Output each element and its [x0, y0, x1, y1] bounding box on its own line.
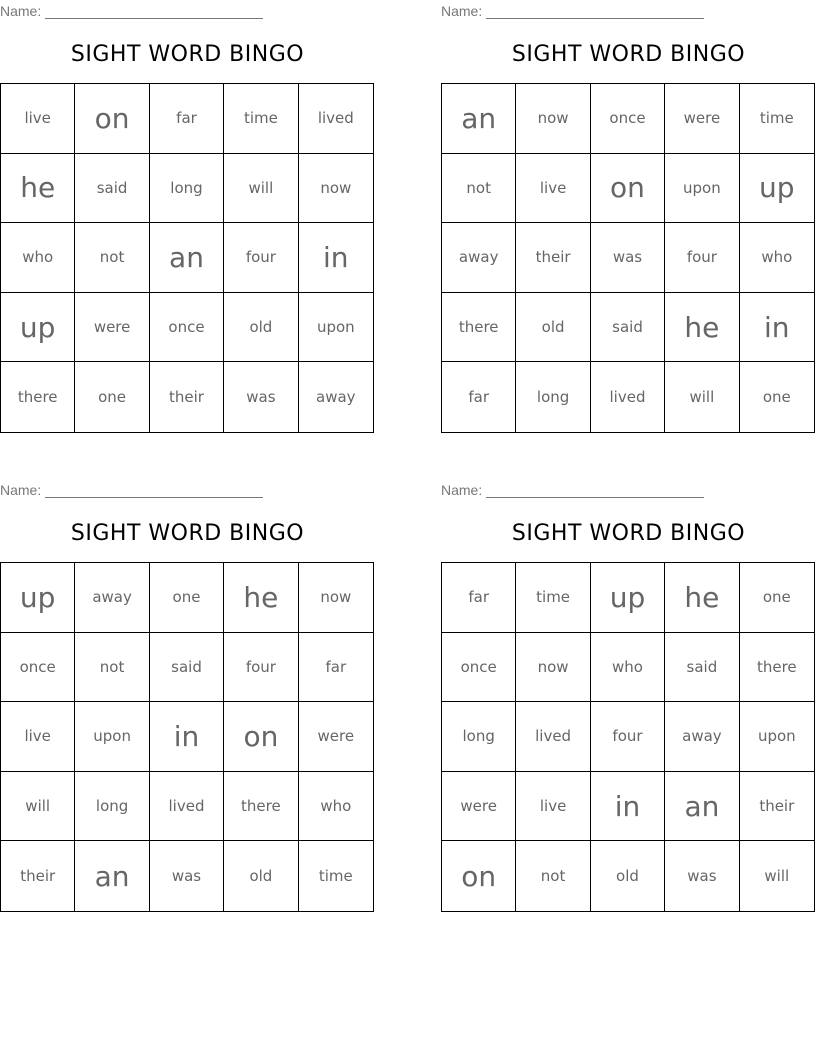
bingo-cell: lived: [591, 362, 665, 432]
bingo-card: [441, 0, 816, 440]
bingo-cell: now: [299, 154, 373, 224]
bingo-cell: up: [740, 154, 814, 224]
card-title: SIGHT WORD BINGO: [70, 42, 305, 67]
bingo-cell: an: [665, 772, 739, 842]
bingo-cell: were: [442, 772, 516, 842]
bingo-cell: once: [442, 633, 516, 703]
name-label: Name:: [0, 3, 42, 19]
bingo-cell: on: [442, 841, 516, 911]
bingo-cell: an: [150, 223, 224, 293]
bingo-cell: there: [442, 293, 516, 363]
bingo-cell: said: [591, 293, 665, 363]
bingo-cell: he: [665, 293, 739, 363]
bingo-cell: their: [516, 223, 590, 293]
bingo-grid: [441, 562, 815, 912]
name-blank-line[interactable]: [45, 5, 263, 19]
name-blank-line[interactable]: [45, 484, 263, 498]
bingo-cell: said: [665, 633, 739, 703]
bingo-cell: was: [591, 223, 665, 293]
bingo-cell: up: [591, 563, 665, 633]
bingo-cell: in: [150, 702, 224, 772]
bingo-cell: said: [75, 154, 149, 224]
bingo-cell: was: [665, 841, 739, 911]
bingo-cell: now: [516, 633, 590, 703]
bingo-cell: was: [224, 362, 298, 432]
bingo-cell: old: [224, 293, 298, 363]
bingo-cell: live: [1, 84, 75, 154]
bingo-cell: not: [442, 154, 516, 224]
name-field[interactable]: [0, 3, 263, 19]
bingo-cell: upon: [75, 702, 149, 772]
bingo-cell: will: [665, 362, 739, 432]
bingo-cell: four: [224, 223, 298, 293]
bingo-cell: now: [516, 84, 590, 154]
bingo-cell: their: [150, 362, 224, 432]
bingo-cell: upon: [740, 702, 814, 772]
name-field[interactable]: [441, 482, 704, 498]
bingo-cell: he: [224, 563, 298, 633]
name-label: Name:: [441, 3, 483, 19]
bingo-cell: up: [1, 563, 75, 633]
bingo-cell: live: [516, 772, 590, 842]
bingo-cell: there: [224, 772, 298, 842]
bingo-cell: far: [299, 633, 373, 703]
bingo-cell: upon: [665, 154, 739, 224]
bingo-card: [441, 479, 816, 919]
bingo-cell: not: [75, 633, 149, 703]
bingo-cell: said: [150, 633, 224, 703]
bingo-cell: long: [75, 772, 149, 842]
bingo-cell: lived: [299, 84, 373, 154]
bingo-grid: [0, 83, 374, 433]
bingo-grid: [0, 562, 374, 912]
name-blank-line[interactable]: [486, 5, 704, 19]
bingo-cell: time: [516, 563, 590, 633]
bingo-cell: far: [442, 362, 516, 432]
bingo-cell: long: [150, 154, 224, 224]
bingo-card: [0, 0, 375, 440]
bingo-cell: time: [318, 867, 353, 886]
bingo-cell: now: [299, 563, 373, 633]
bingo-cell: who: [591, 633, 665, 703]
bingo-cell: one: [75, 362, 149, 432]
bingo-cell: four: [224, 633, 298, 703]
bingo-cell: away: [665, 702, 739, 772]
bingo-cell: one: [762, 388, 791, 407]
bingo-cell: once: [150, 293, 224, 363]
bingo-cell: their: [740, 772, 814, 842]
bingo-cell: there: [740, 633, 814, 703]
name-label: Name:: [441, 482, 483, 498]
bingo-cell: time: [224, 84, 298, 154]
card-title: SIGHT WORD BINGO: [511, 521, 746, 546]
bingo-cell: one: [150, 563, 224, 633]
bingo-cell: old: [516, 293, 590, 363]
bingo-cell: one: [740, 563, 814, 633]
bingo-cell: upon: [299, 293, 373, 363]
bingo-grid: [441, 83, 815, 433]
bingo-cell: were: [665, 84, 739, 154]
bingo-cell: once: [1, 633, 75, 703]
bingo-cell: in: [740, 293, 814, 363]
bingo-cell: four: [665, 223, 739, 293]
name-field[interactable]: [0, 482, 263, 498]
bingo-cell: once: [591, 84, 665, 154]
bingo-cell: old: [224, 841, 298, 911]
bingo-cell: lived: [516, 702, 590, 772]
bingo-cell: four: [591, 702, 665, 772]
bingo-cell: not: [516, 841, 590, 911]
bingo-cell: on: [75, 84, 149, 154]
name-label: Name:: [0, 482, 42, 498]
bingo-cell: time: [740, 84, 814, 154]
bingo-cell: were: [299, 702, 373, 772]
bingo-cell: there: [1, 362, 75, 432]
bingo-cell: long: [516, 362, 590, 432]
bingo-cell: who: [740, 223, 814, 293]
bingo-cell: was: [150, 841, 224, 911]
bingo-cell: away: [316, 388, 356, 407]
bingo-cell: on: [591, 154, 665, 224]
bingo-cell: were: [75, 293, 149, 363]
bingo-cell: will: [224, 154, 298, 224]
bingo-cell: their: [1, 841, 75, 911]
bingo-cell: up: [1, 293, 75, 363]
bingo-cell: live: [1, 702, 75, 772]
bingo-cell: away: [75, 563, 149, 633]
bingo-cell: he: [665, 563, 739, 633]
bingo-cell: old: [591, 841, 665, 911]
bingo-cell: in: [299, 223, 373, 293]
bingo-cell: will: [764, 867, 790, 886]
bingo-cell: who: [1, 223, 75, 293]
bingo-cell: lived: [150, 772, 224, 842]
bingo-cell: not: [75, 223, 149, 293]
bingo-cell: an: [75, 841, 149, 911]
bingo-cell: who: [299, 772, 373, 842]
bingo-cell: in: [591, 772, 665, 842]
name-field[interactable]: [441, 3, 704, 19]
card-title: SIGHT WORD BINGO: [511, 42, 746, 67]
card-title: SIGHT WORD BINGO: [70, 521, 305, 546]
bingo-cell: an: [442, 84, 516, 154]
name-blank-line[interactable]: [486, 484, 704, 498]
bingo-cell: long: [442, 702, 516, 772]
bingo-cell: will: [1, 772, 75, 842]
bingo-cell: away: [442, 223, 516, 293]
bingo-cell: live: [516, 154, 590, 224]
bingo-cell: on: [224, 702, 298, 772]
bingo-cell: he: [1, 154, 75, 224]
bingo-cell: far: [442, 563, 516, 633]
bingo-card: [0, 479, 375, 919]
bingo-cell: far: [150, 84, 224, 154]
